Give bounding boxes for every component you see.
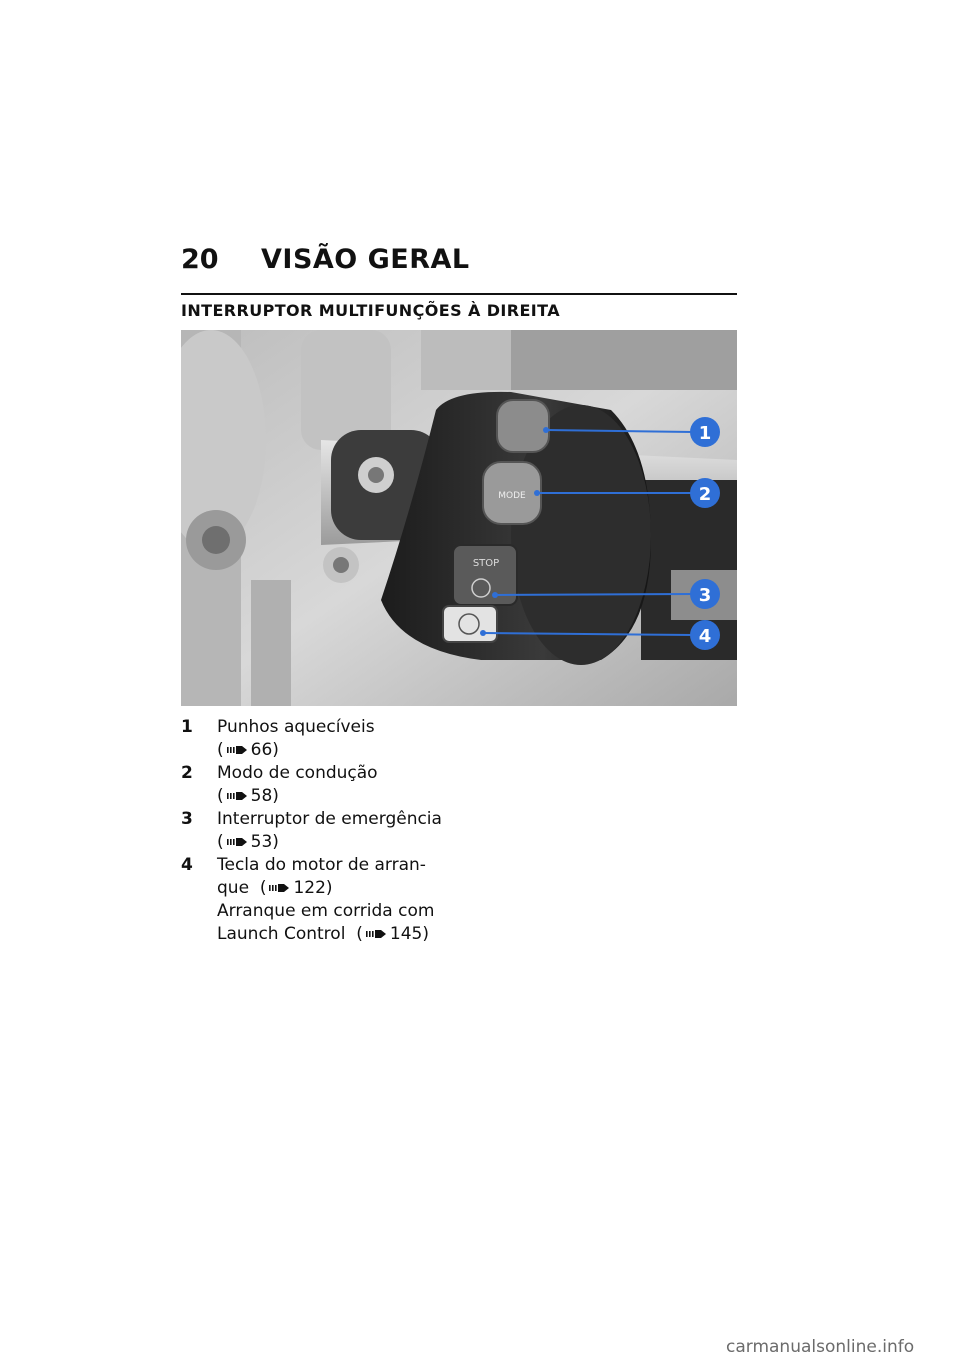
callout-4: [690, 620, 720, 650]
page-reference-arrow-icon: [365, 928, 387, 940]
legend-text: Interruptor de emergência: [217, 809, 442, 829]
switch-figure: [181, 330, 737, 706]
page-number: 20: [181, 244, 219, 275]
svg-text:3: 3: [698, 585, 712, 606]
legend-text: Arranque em corrida com: [217, 901, 435, 921]
page-reference-arrow-icon: [226, 790, 248, 802]
header-rule: [181, 293, 737, 295]
mode-button-label: MODE: [498, 491, 526, 501]
callout-2: [690, 478, 720, 508]
handlebar-switch-illustration: [181, 330, 737, 706]
watermark: carmanualsonline.info: [726, 1337, 915, 1357]
svg-text:1: 1: [698, 423, 712, 444]
callout-1: [690, 417, 720, 447]
legend-item-3: [181, 808, 481, 854]
legend-number: 3: [181, 809, 193, 829]
legend-item-4: [181, 854, 481, 946]
legend-number: 2: [181, 763, 193, 783]
legend-list: [181, 716, 481, 946]
svg-text:2: 2: [698, 484, 712, 505]
page-reference-arrow-icon: [226, 744, 248, 756]
page-reference[interactable]: ( 53): [217, 832, 279, 852]
page-reference[interactable]: que ( 122): [217, 878, 333, 898]
legend-text: Tecla do motor de arran-: [217, 855, 426, 875]
page-reference[interactable]: ( 66): [217, 740, 279, 760]
page-reference[interactable]: Launch Control ( 145): [217, 924, 429, 944]
legend-item-2: [181, 762, 481, 808]
legend-number: 1: [181, 717, 193, 737]
page-reference-arrow-icon: [268, 882, 290, 894]
page-header: [181, 244, 737, 275]
page-reference-arrow-icon: [226, 836, 248, 848]
legend-item-1: [181, 716, 481, 762]
section-title: INTERRUPTOR MULTIFUNÇÕES À DIREITA: [181, 301, 561, 320]
page-reference[interactable]: ( 58): [217, 786, 279, 806]
stop-button-label: STOP: [472, 558, 500, 569]
legend-number: 4: [181, 855, 193, 875]
chapter-title: VISÃO GERAL: [261, 244, 470, 275]
callout-3: [690, 579, 720, 609]
legend-text: Modo de condução: [217, 763, 378, 783]
legend-text: Punhos aquecíveis: [217, 717, 375, 737]
svg-text:4: 4: [698, 626, 712, 647]
